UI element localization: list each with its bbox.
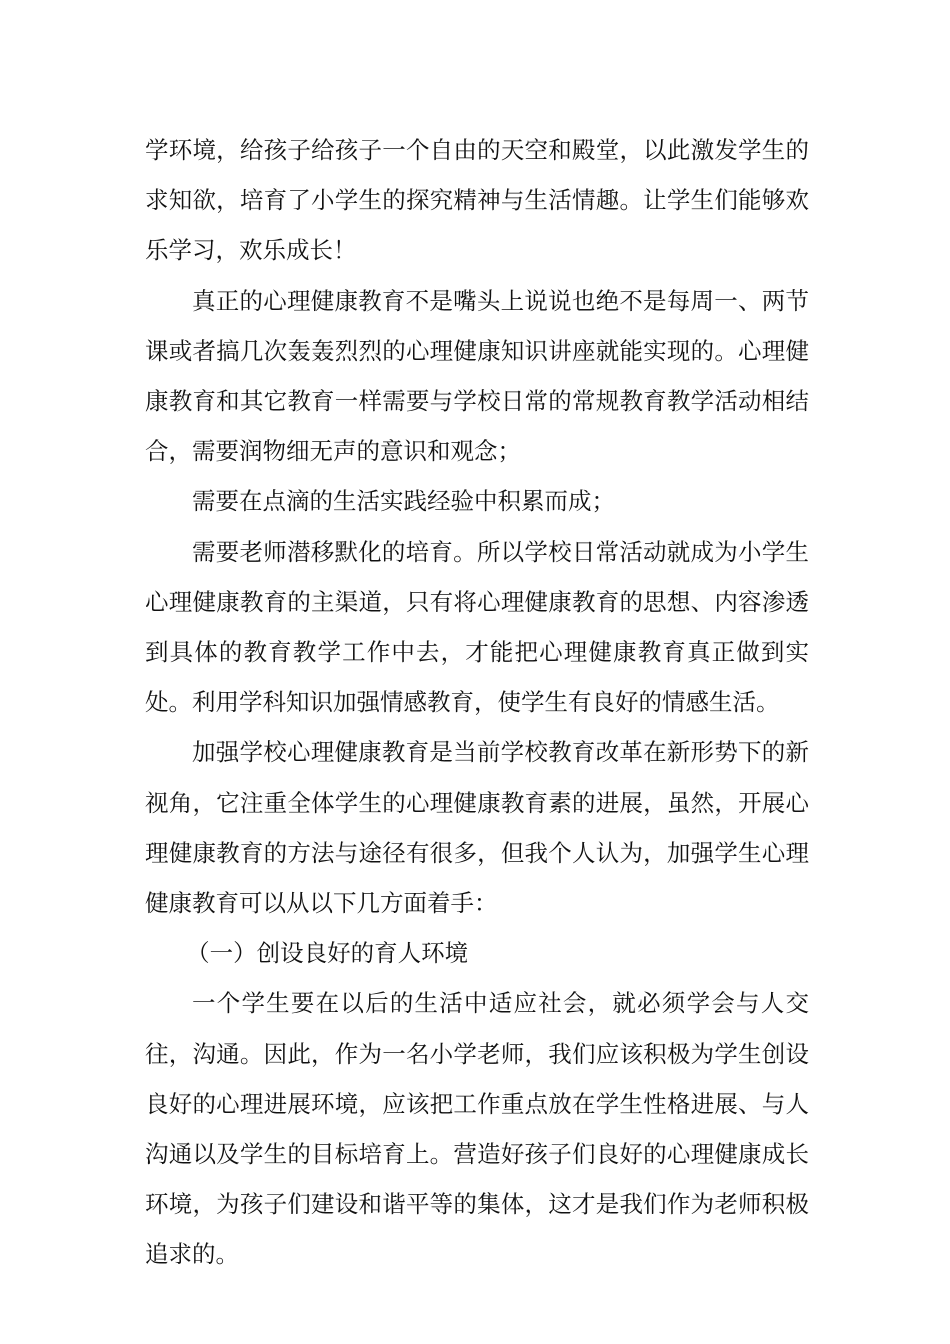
- paragraph: 加强学校心理健康教育是当前学校教育改革在新形势下的新视角，它注重全体学生的心理健康教育素的进展，虽然，开展心理健康教育的方法与途径有很多，但我个人认为，加强学生心理健康教育可以从以下几方面着手：: [145, 738, 809, 918]
- paragraph-continuation: 学环境，给孩子给孩子一个自由的天空和殿堂，以此激发学生的求知欲，培育了小学生的探究精神与生活情趣。让学生们能够欢乐学习，欢乐成长！: [145, 136, 809, 265]
- document-body: [145, 125, 809, 1280]
- paragraph: 需要老师潜移默化的培育。所以学校日常活动就成为小学生心理健康教育的主渠道，只有将心理健康教育的思想、内容渗透到具体的教育教学工作中去，才能把心理健康教育真正做到实处。利用学科知识加强情感教育，使学生有良好的情感生活。: [145, 537, 809, 717]
- section-heading: （一）创设良好的育人环境: [186, 939, 469, 968]
- paragraph: 真正的心理健康教育不是嘴头上说说也绝不是每周一、两节课或者搞几次轰轰烈烈的心理健康知识讲座就能实现的。心理健康教育和其它教育一样需要与学校日常的常规教育教学活动相结合，需要润物细无声的意识和观念；: [145, 286, 809, 466]
- paragraph: 需要在点滴的生活实践经验中积累而成；: [192, 487, 615, 516]
- paragraph: 一个学生要在以后的生活中适应社会，就必须学会与人交往，沟通。因此，作为一名小学老师，我们应该积极为学生创设良好的心理进展环境，应该把工作重点放在学生性格进展、与人沟通以及学生的目标培育上。营造好孩子们良好的心理健康成长环境，为孩子们建设和谐平等的集体，这才是我们作为老师积极追求的。: [145, 989, 809, 1269]
